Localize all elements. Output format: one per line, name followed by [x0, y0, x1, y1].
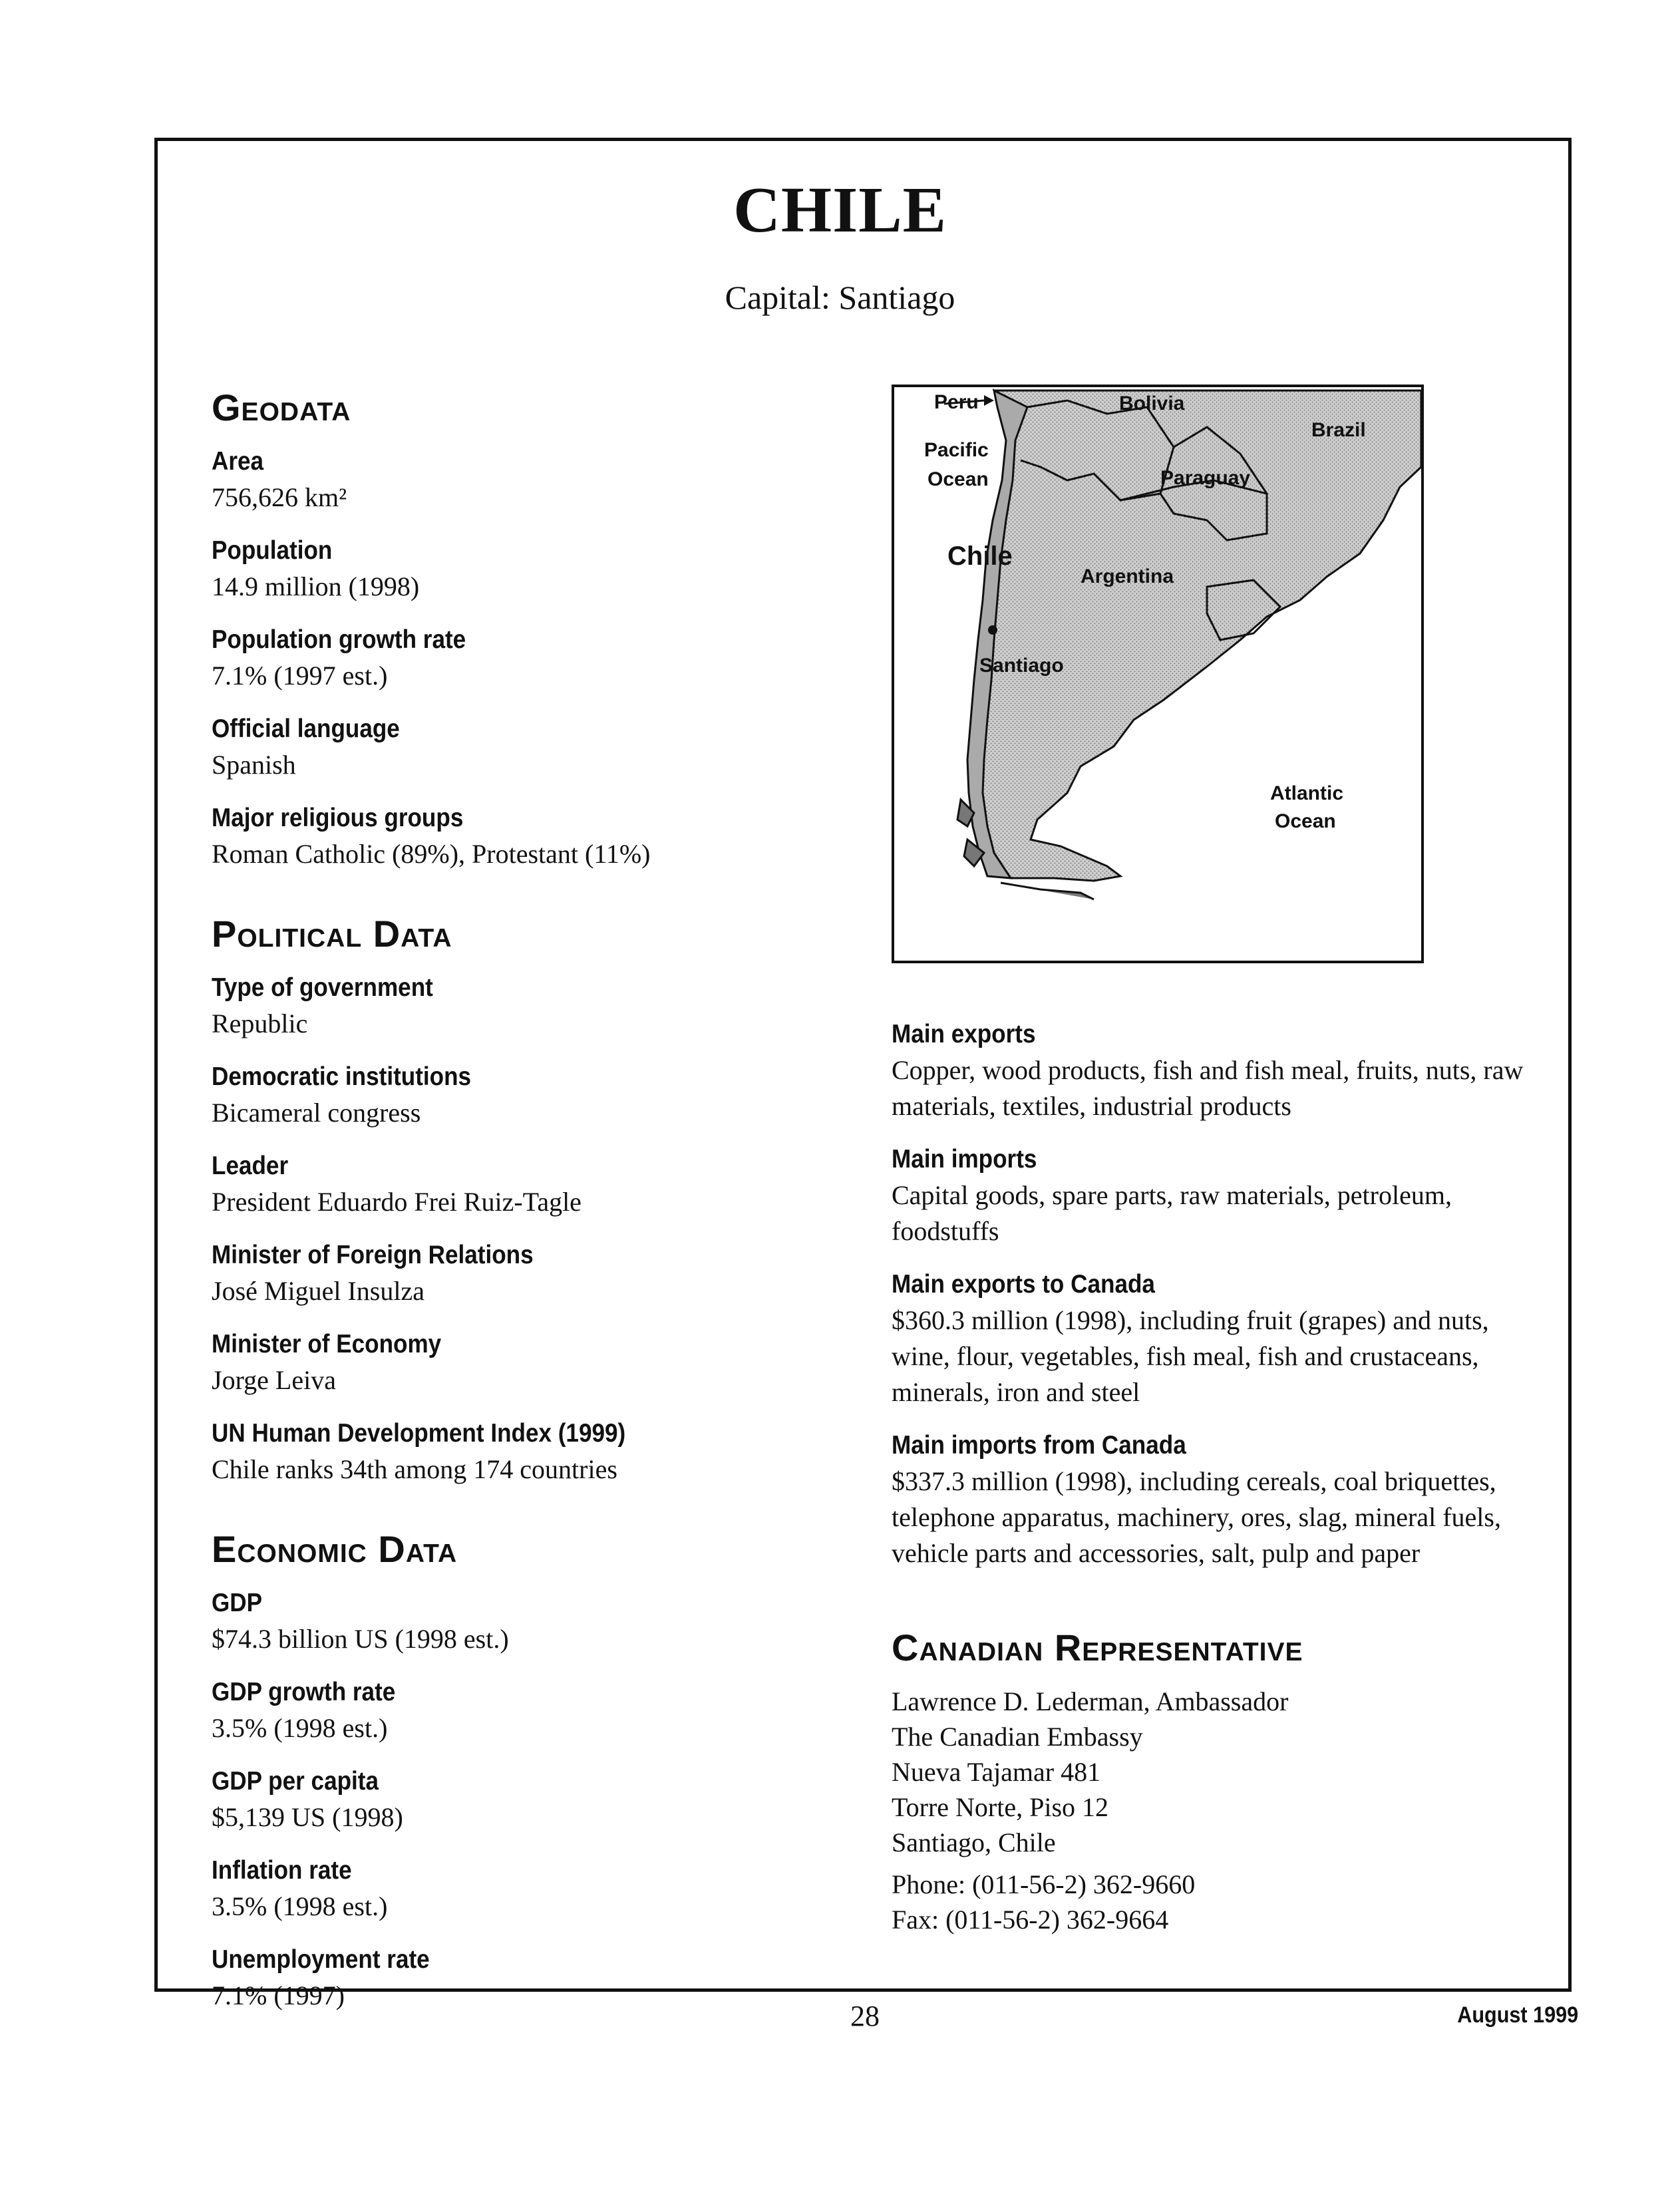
- field-value: Roman Catholic (89%), Protestant (11%): [212, 839, 651, 869]
- field-value: $337.3 million (1998), including cereals, coal briquettes, telephone apparatus, machinery, ores, slag, mineral fuels, vehicle parts and accessories, salt, pulp and paper: [892, 1466, 1501, 1568]
- field-value: Bicameral congress: [212, 1098, 421, 1128]
- rep-line: Nueva Tajamar 481: [892, 1757, 1101, 1787]
- field-economy-minister: [212, 1327, 810, 1398]
- field-value: President Eduardo Frei Ruiz-Tagle: [212, 1187, 582, 1217]
- map-label-paraguay: Paraguay: [1160, 467, 1251, 489]
- field-value: Copper, wood products, fish and fish meal, fruits, nuts, raw materials, textiles, industrial products: [892, 1055, 1524, 1121]
- geodata-section: [212, 386, 810, 872]
- map-label-chile: Chile: [947, 542, 1013, 571]
- field-government: [212, 970, 810, 1042]
- page-title: CHILE: [733, 174, 947, 246]
- field-label: GDP growth rate: [212, 1678, 396, 1706]
- field-value: $74.3 billion US (1998 est.): [212, 1624, 509, 1654]
- field-label: Main exports: [892, 1020, 1036, 1048]
- field-label: Democratic institutions: [212, 1062, 472, 1091]
- santiago-dot: [988, 625, 997, 635]
- field-label: Major religious groups: [212, 804, 464, 832]
- peru-arrowhead: [984, 395, 994, 406]
- rep-line: Lawrence D. Lederman, Ambassador: [892, 1686, 1289, 1716]
- field-label: Main imports: [892, 1145, 1037, 1174]
- field-label: Inflation rate: [212, 1856, 352, 1885]
- field-foreign-minister: [212, 1237, 810, 1309]
- map-label-atlantic-ocean: Ocean: [1275, 810, 1336, 832]
- field-population: [212, 533, 810, 605]
- field-gdp: [212, 1585, 810, 1657]
- page-number: 28: [850, 2000, 880, 2032]
- political-section: [212, 912, 810, 1488]
- fax-line: Fax: (011-56-2) 362-9664: [892, 1905, 1169, 1935]
- field-hdi: [212, 1416, 810, 1488]
- field-value: $5,139 US (1998): [212, 1802, 403, 1832]
- field-main-exports: [892, 1017, 1530, 1124]
- field-label: Minister of Economy: [212, 1330, 442, 1358]
- footer-date: August 1999: [1457, 2002, 1578, 2028]
- field-label: Minister of Foreign Relations: [212, 1241, 534, 1269]
- field-value: Jorge Leiva: [212, 1365, 336, 1395]
- field-value: 7.1% (1997): [212, 1980, 345, 2010]
- rep-line: The Canadian Embassy: [892, 1722, 1143, 1752]
- field-label: Main imports from Canada: [892, 1431, 1186, 1460]
- field-label: Area: [212, 447, 264, 476]
- field-population-growth: [212, 622, 810, 694]
- field-value: $360.3 million (1998), including fruit (grapes) and nuts, wine, flour, vegetables, fish meal, fish and crustaceans, minerals, iron and steel: [892, 1305, 1489, 1407]
- field-exports-to-canada: [892, 1267, 1530, 1410]
- field-label: GDP per capita: [212, 1767, 379, 1796]
- field-label: Population growth rate: [212, 625, 466, 654]
- south-america-map: [892, 385, 1424, 963]
- map-label-pacific: Pacific: [924, 439, 989, 461]
- map-label-peru: Peru: [934, 391, 979, 413]
- right-column: [892, 1017, 1530, 1937]
- field-gdp-per-capita: [212, 1764, 810, 1835]
- capital-line: Capital: Santiago: [725, 279, 955, 316]
- field-value: José Miguel Insulza: [212, 1276, 424, 1306]
- map-label-bolivia: Bolivia: [1119, 392, 1185, 414]
- field-value: Capital goods, spare parts, raw materials, petroleum, foodstuffs: [892, 1180, 1452, 1246]
- field-value: 7.1% (1997 est.): [212, 661, 388, 691]
- field-label: Population: [212, 536, 333, 565]
- field-area: [212, 444, 810, 516]
- phone-line: Phone: (011-56-2) 362-9660: [892, 1869, 1196, 1899]
- map-label-atlantic: Atlantic: [1270, 782, 1344, 804]
- representative-heading: Canadian Representative: [892, 1627, 1303, 1668]
- field-religion: [212, 800, 810, 872]
- field-label: UN Human Development Index (1999): [212, 1419, 626, 1448]
- field-inflation: [212, 1853, 810, 1925]
- field-leader: [212, 1148, 810, 1220]
- field-institutions: [212, 1059, 810, 1131]
- map-label-brazil: Brazil: [1311, 419, 1366, 441]
- field-label: Unemployment rate: [212, 1945, 430, 1974]
- field-value: 3.5% (1998 est.): [212, 1713, 388, 1743]
- rep-line: Torre Norte, Piso 12: [892, 1792, 1109, 1822]
- field-label: Type of government: [212, 973, 433, 1002]
- field-unemployment: [212, 1942, 810, 2014]
- field-label: Leader: [212, 1152, 289, 1180]
- geodata-heading: Geodata: [212, 387, 351, 428]
- economic-heading: Economic Data: [212, 1528, 458, 1570]
- field-value: Spanish: [212, 750, 296, 780]
- left-column: [212, 386, 810, 2054]
- field-language: [212, 711, 810, 783]
- field-label: Main exports to Canada: [892, 1270, 1155, 1299]
- field-gdp-growth: [212, 1674, 810, 1746]
- map-label-pacific-ocean: Ocean: [927, 468, 989, 490]
- field-value: Chile ranks 34th among 174 countries: [212, 1454, 617, 1484]
- field-value: 14.9 million (1998): [212, 571, 420, 601]
- economic-section: [212, 1527, 810, 2014]
- field-label: GDP: [212, 1589, 263, 1617]
- political-heading: Political Data: [212, 913, 452, 955]
- map-label-santiago: Santiago: [979, 655, 1064, 677]
- landmass-shape: [969, 391, 1421, 881]
- field-value: 756,626 km²: [212, 482, 347, 512]
- field-label: Official language: [212, 714, 400, 743]
- field-main-imports: [892, 1142, 1530, 1249]
- rep-line: Santiago, Chile: [892, 1827, 1056, 1857]
- field-imports-from-canada: [892, 1428, 1530, 1571]
- field-value: Republic: [212, 1009, 308, 1038]
- map-label-argentina: Argentina: [1081, 565, 1174, 587]
- field-value: 3.5% (1998 est.): [212, 1891, 388, 1921]
